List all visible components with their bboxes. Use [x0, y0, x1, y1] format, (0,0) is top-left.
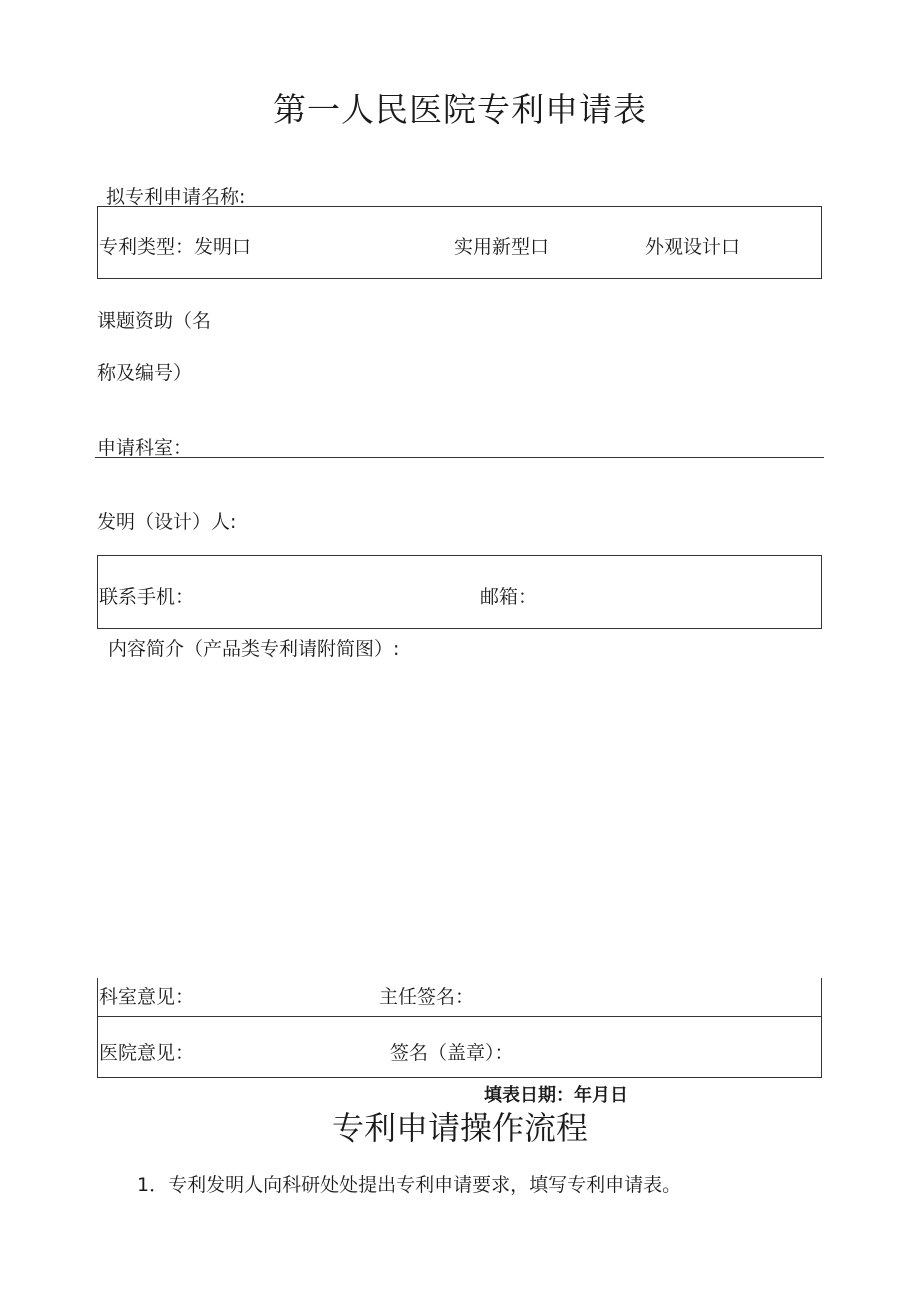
patent-type-design[interactable]: 外观设计口 — [645, 236, 741, 258]
department-label: 申请科室： — [97, 437, 193, 459]
form-title: 第一人民医院专利申请表 — [273, 90, 647, 129]
department-underline — [95, 457, 824, 458]
phone-label: 联系手机： — [99, 586, 195, 608]
procedure-title: 专利申请操作流程 — [331, 1109, 588, 1147]
summary-label: 内容简介（产品类专利请附简图）: — [108, 638, 400, 660]
opinion-left-border — [97, 978, 98, 1078]
patent-type-invention[interactable]: 专利类型：发明口 — [99, 236, 252, 258]
procedure-step-1: 1．专利发明人向科研处处提出专利申请要求，填写专利申请表。 — [137, 1174, 682, 1196]
inventor-label: 发明（设计）人: — [97, 511, 237, 533]
opinion-divider — [97, 1016, 822, 1017]
hospital-opinion-label: 医院意见： — [99, 1042, 195, 1064]
email-label: 邮箱： — [480, 586, 538, 608]
opinion-right-border — [821, 978, 822, 1078]
funding-label-line2: 称及编号） — [97, 362, 193, 384]
contact-box — [97, 555, 822, 629]
dept-opinion-label: 科室意见： — [99, 986, 195, 1008]
seal-label: 签名（盖章）： — [390, 1042, 514, 1064]
funding-label-line1: 课题资助（名 — [97, 310, 212, 332]
opinion-bottom-border — [97, 1077, 822, 1078]
patent-name-label: 拟专利申请名称: — [106, 186, 246, 208]
fill-date-label: 填表日期：年月日 — [484, 1085, 628, 1106]
director-sign-label: 主任签名： — [379, 986, 475, 1008]
patent-type-utility[interactable]: 实用新型口 — [454, 236, 550, 258]
